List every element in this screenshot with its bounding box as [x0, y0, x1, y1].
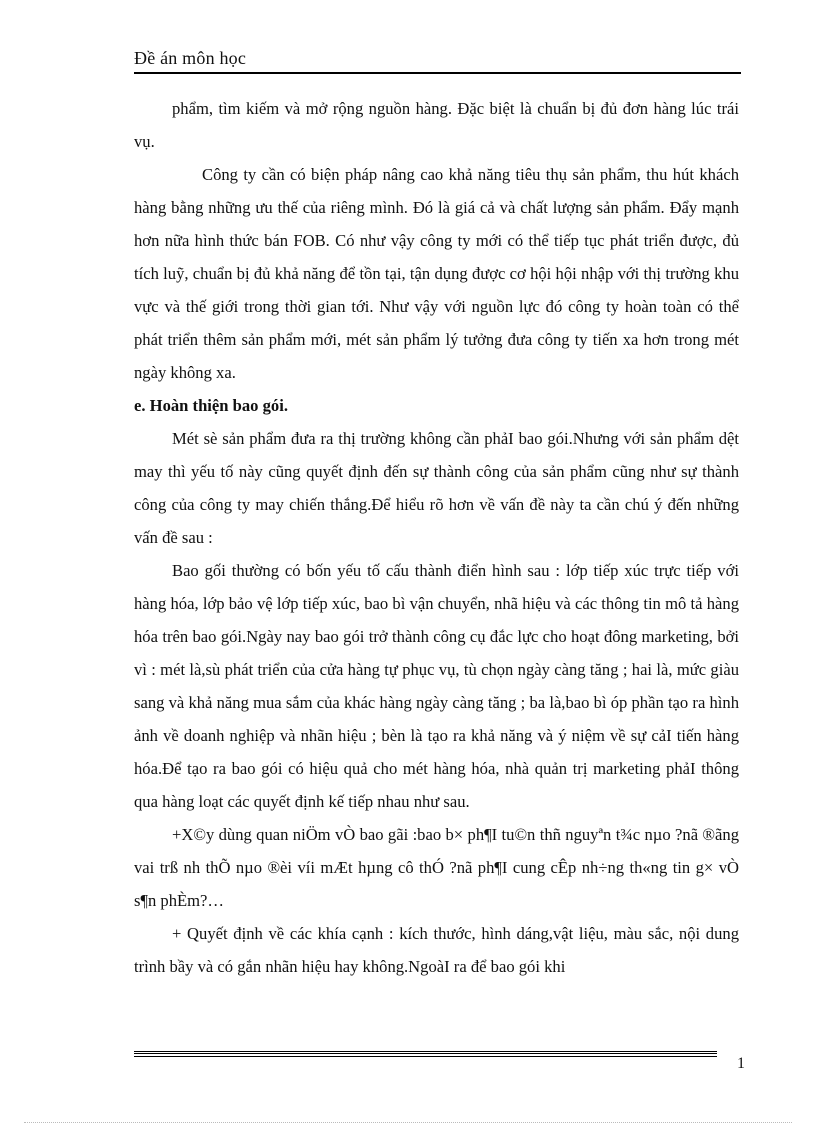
paragraph: Bao gối thường có bốn yếu tố cấu thành điển hình sau : lớp tiếp xúc trực tiếp với hàng hóa, lớp bảo vệ lớp tiếp xúc, bao bì vận chuyển, nhã hiệu và các thông tin mô tả hàng hóa trên bao gói.Ngày nay bao gói trở thành công cụ đắc lực cho hoạt đông marketing, bởi vì : mét là,sù phát triển của cửa hàng tự phục vụ, tù chọn ngày càng tăng ; hai là, mức giàu sang và khả năng mua sắm của khác hàng ngày càng tăng ; ba là,bao bì óp phần tạo ra hình ảnh về doanh nghiệp và nhãn hiệu ; bèn là tạo ra khả năng và ý niệm về sự cảI tiến hàng hóa.Để tạo ra bao gói có hiệu quả cho mét hàng hóa, nhà quản trị marketing phảI thông qua hàng loạt các quyết định kế tiếp nhau như sau.: [134, 561, 739, 811]
document-header-title: Đề án môn học: [134, 48, 247, 68]
paragraph: Công ty cần có biện pháp nâng cao khả năng tiêu thụ sản phẩm, thu hút khách hàng bằng những ưu thế của riêng mình. Đó là giá cả và chất lượng sản phẩm. Đẩy mạnh hơn nữa hình thức bán FOB. Có như vậy công ty mới có thể tiếp tục phát triển được, đủ tích luỹ, chuẩn bị đủ khả năng để tồn tại, tận dụng được cơ hội hội nhập với thị trường khu vực và thế giới trong thời gian tới. Như vậy với nguồn lực đó công ty hoàn toàn có thể phát triển thêm sản phẩm mới, mét sản phẩm lý tưởng đưa công ty tiến xa hơn trong mét ngày không xa.: [134, 165, 739, 382]
paragraph: Mét sè sản phẩm đưa ra thị trường không cần phảI bao gói.Nhưng với sản phẩm dệt may thì yếu tố này cũng quyết định đến sự thành công của sản phẩm cũng như sự thành công của công ty may chiến thắng.Để hiểu rõ hơn về vấn đề này ta cần chú ý đến những vấn đề sau :: [134, 429, 739, 547]
header-rule: [134, 72, 741, 74]
section-heading: e. Hoàn thiện bao gói.: [134, 396, 288, 415]
paragraph: +X©y dùng quan niÖm vÒ bao gãi :bao b× ph¶I tu©n thñ nguyªn t¾c nµo ?nã ®ãng vai trß nh thÕ nµo ®èi víi mÆt hµng cô thÓ ?nã ph¶I cung cÊp nh÷ng th«ng tin g× vÒ s¶n phÈm?…: [134, 825, 739, 910]
footer-rule: [134, 1051, 717, 1057]
paragraph: phẩm, tìm kiếm và mở rộng nguồn hàng. Đặc biệt là chuẩn bị đủ đơn hàng lúc trái vụ.: [134, 99, 739, 151]
document-body: [134, 92, 739, 983]
paragraph: + Quyết định về các khía cạnh : kích thước, hình dáng,vật liệu, màu sắc, nội dung trình bầy và có gắn nhãn hiệu hay không.NgoàI ra để bao gói khi: [134, 924, 739, 976]
page-number: 1: [737, 1055, 745, 1072]
